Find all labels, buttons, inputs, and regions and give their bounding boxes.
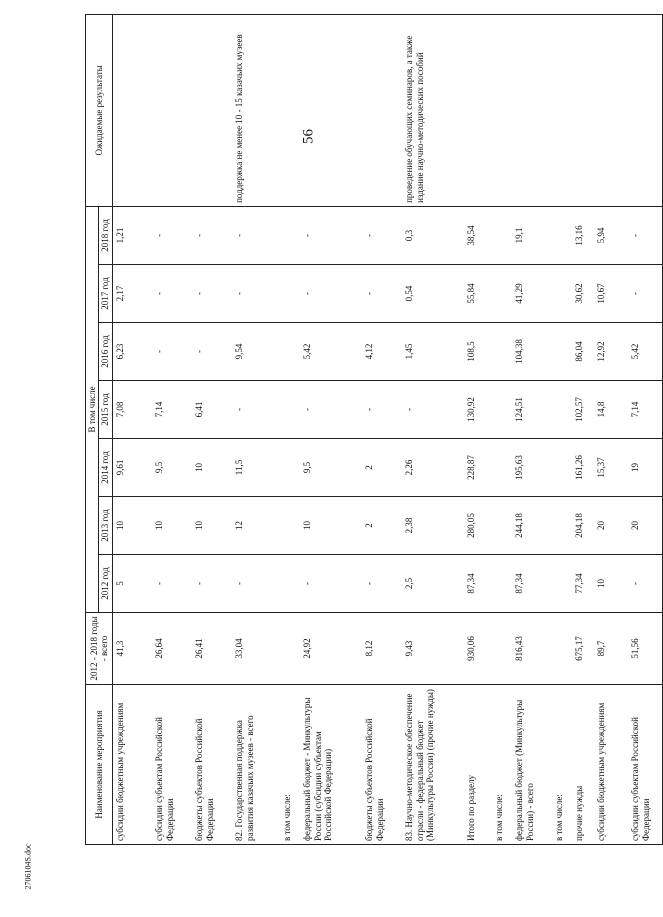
budget-table bbox=[85, 14, 663, 845]
row-year-cell: 10 bbox=[300, 497, 362, 555]
row-year-cell: 2,26 bbox=[402, 439, 464, 497]
row-year-cell: 5,42 bbox=[628, 323, 662, 381]
row-year-cell: 10 bbox=[192, 439, 232, 497]
row-year-cell: 7,08 bbox=[112, 381, 152, 439]
row-year-cell bbox=[280, 323, 300, 381]
row-year-cell: 2 bbox=[362, 497, 402, 555]
row-name-cell: в том числе: bbox=[280, 685, 300, 845]
row-year-cell: 10 bbox=[152, 497, 192, 555]
header-year: 2013 год bbox=[99, 497, 112, 555]
row-year-cell: 55,84 bbox=[464, 265, 492, 323]
row-year-cell: 14,8 bbox=[594, 381, 628, 439]
row-result-cell bbox=[300, 14, 362, 206]
row-year-cell: 20 bbox=[628, 497, 662, 555]
header-year: 2018 год bbox=[99, 206, 112, 264]
row-year-cell: 86,04 bbox=[572, 323, 594, 381]
row-year-cell: 9,5 bbox=[300, 439, 362, 497]
row-year-cell: - bbox=[192, 323, 232, 381]
row-total-cell: 930,06 bbox=[464, 613, 492, 685]
row-year-cell: 15,37 bbox=[594, 439, 628, 497]
row-result-cell bbox=[492, 14, 512, 206]
row-result-cell bbox=[112, 14, 152, 206]
row-year-cell: - bbox=[300, 265, 362, 323]
row-year-cell: - bbox=[300, 206, 362, 264]
row-year-cell: - bbox=[300, 555, 362, 613]
row-year-cell: 10 bbox=[112, 497, 152, 555]
row-year-cell: 0,54 bbox=[402, 265, 464, 323]
row-year-cell: 2,38 bbox=[402, 497, 464, 555]
row-year-cell bbox=[552, 497, 572, 555]
table-body bbox=[112, 14, 662, 844]
row-year-cell: - bbox=[232, 381, 280, 439]
row-year-cell: 87,34 bbox=[464, 555, 492, 613]
header-year: 2014 год bbox=[99, 439, 112, 497]
row-year-cell: 1,21 bbox=[112, 206, 152, 264]
row-year-cell: 2 bbox=[362, 439, 402, 497]
row-result-cell bbox=[464, 14, 492, 206]
row-total-cell: 675,17 bbox=[572, 613, 594, 685]
row-year-cell: - bbox=[628, 555, 662, 613]
header-year: 2012 год bbox=[99, 555, 112, 613]
row-name-cell: субсидии бюджетным учреждениям bbox=[112, 685, 152, 845]
row-year-cell: - bbox=[402, 381, 464, 439]
row-year-cell: 12,92 bbox=[594, 323, 628, 381]
row-year-cell: 9,61 bbox=[112, 439, 152, 497]
header-year: 2017 год bbox=[99, 265, 112, 323]
row-name-cell: субсидии субъектам Российской Федерации bbox=[152, 685, 192, 845]
table-row bbox=[628, 14, 662, 844]
row-total-cell bbox=[552, 613, 572, 685]
row-year-cell: 7,14 bbox=[628, 381, 662, 439]
row-year-cell bbox=[492, 206, 512, 264]
row-year-cell: 10 bbox=[192, 497, 232, 555]
row-year-cell: 5,94 bbox=[594, 206, 628, 264]
row-year-cell: 41,29 bbox=[512, 265, 552, 323]
row-total-cell: 89,7 bbox=[594, 613, 628, 685]
table-row bbox=[552, 14, 572, 844]
row-name-cell: бюджеты субъектов Российской Федерации bbox=[362, 685, 402, 845]
table-row bbox=[232, 14, 280, 844]
row-year-cell: - bbox=[152, 323, 192, 381]
table-row bbox=[300, 14, 362, 844]
row-year-cell: - bbox=[192, 206, 232, 264]
row-result-cell bbox=[594, 14, 628, 206]
row-year-cell: 20 bbox=[594, 497, 628, 555]
row-year-cell: - bbox=[628, 265, 662, 323]
row-name-cell: федеральный бюджет - Минкультуры России (субсидии субъектам Российской Федерации) bbox=[300, 685, 362, 845]
row-total-cell: 816,43 bbox=[512, 613, 552, 685]
row-result-cell bbox=[152, 14, 192, 206]
row-year-cell bbox=[552, 265, 572, 323]
row-result-cell: поддержка не менее 10 - 15 казачьих музеев bbox=[232, 14, 280, 206]
row-year-cell: 1,45 bbox=[402, 323, 464, 381]
row-total-cell bbox=[492, 613, 512, 685]
row-total-cell: 51,56 bbox=[628, 613, 662, 685]
row-year-cell: - bbox=[628, 206, 662, 264]
row-name-cell: бюджеты субъектов Российской Федерации bbox=[192, 685, 232, 845]
row-year-cell bbox=[552, 439, 572, 497]
row-result-cell bbox=[572, 14, 594, 206]
row-result-cell bbox=[512, 14, 552, 206]
row-year-cell bbox=[280, 381, 300, 439]
row-year-cell: 10,67 bbox=[594, 265, 628, 323]
row-year-cell: 9,54 bbox=[232, 323, 280, 381]
row-total-cell: 33,04 bbox=[232, 613, 280, 685]
row-result-cell: проведение обучающих семинаров, а также издание научно-методических пособий bbox=[402, 14, 464, 206]
row-total-cell: 41,3 bbox=[112, 613, 152, 685]
row-year-cell: 9,5 bbox=[152, 439, 192, 497]
row-year-cell: 280,05 bbox=[464, 497, 492, 555]
row-year-cell: 7,14 bbox=[152, 381, 192, 439]
header-year: 2016 год bbox=[99, 323, 112, 381]
row-year-cell: 2,5 bbox=[402, 555, 464, 613]
row-result-cell bbox=[552, 14, 572, 206]
row-year-cell: 195,63 bbox=[512, 439, 552, 497]
row-year-cell: 13,16 bbox=[572, 206, 594, 264]
row-year-cell bbox=[492, 555, 512, 613]
row-year-cell: 108,5 bbox=[464, 323, 492, 381]
table-row bbox=[512, 14, 552, 844]
row-result-cell bbox=[362, 14, 402, 206]
row-year-cell: 161,26 bbox=[572, 439, 594, 497]
row-year-cell bbox=[492, 439, 512, 497]
table-row bbox=[492, 14, 512, 844]
row-year-cell: 11,5 bbox=[232, 439, 280, 497]
row-year-cell: - bbox=[232, 555, 280, 613]
row-year-cell: - bbox=[152, 265, 192, 323]
row-year-cell: 130,92 bbox=[464, 381, 492, 439]
row-year-cell: - bbox=[152, 206, 192, 264]
row-year-cell: 87,34 bbox=[512, 555, 552, 613]
table-row bbox=[192, 14, 232, 844]
row-year-cell: - bbox=[152, 555, 192, 613]
row-year-cell bbox=[280, 497, 300, 555]
row-total-cell: 9,43 bbox=[402, 613, 464, 685]
rotated-table-container bbox=[85, 15, 651, 845]
row-total-cell: 8,12 bbox=[362, 613, 402, 685]
row-year-cell: - bbox=[232, 265, 280, 323]
row-year-cell bbox=[280, 206, 300, 264]
header-results: Ожидаемые результаты bbox=[86, 14, 113, 206]
row-year-cell: 10 bbox=[594, 555, 628, 613]
row-year-cell: 19,1 bbox=[512, 206, 552, 264]
row-result-cell bbox=[628, 14, 662, 206]
row-year-cell: - bbox=[232, 206, 280, 264]
row-year-cell: - bbox=[362, 381, 402, 439]
row-year-cell: 19 bbox=[628, 439, 662, 497]
row-year-cell bbox=[552, 323, 572, 381]
table-row bbox=[112, 14, 152, 844]
row-name-cell: 82. Государственная поддержка развития казачьих музеев - всего bbox=[232, 685, 280, 845]
row-year-cell: 2,17 bbox=[112, 265, 152, 323]
row-year-cell: 102,57 bbox=[572, 381, 594, 439]
header-year: 2015 год bbox=[99, 381, 112, 439]
table-row bbox=[594, 14, 628, 844]
row-year-cell bbox=[552, 555, 572, 613]
table-row bbox=[464, 14, 492, 844]
row-year-cell: 5,42 bbox=[300, 323, 362, 381]
header-total: 2012 - 2018 годы - всего bbox=[86, 613, 113, 685]
row-name-cell: прочие нужды bbox=[572, 685, 594, 845]
row-year-cell: - bbox=[192, 265, 232, 323]
header-including: В том числе bbox=[86, 206, 99, 612]
row-year-cell: - bbox=[362, 555, 402, 613]
row-name-cell: субсидии бюджетным учреждениям bbox=[594, 685, 628, 845]
row-name-cell: Итого по разделу bbox=[464, 685, 492, 845]
row-total-cell: 24,92 bbox=[300, 613, 362, 685]
row-name-cell: в том числе: bbox=[552, 685, 572, 845]
row-year-cell: - bbox=[362, 206, 402, 264]
row-result-cell bbox=[280, 14, 300, 206]
row-year-cell: 6,23 bbox=[112, 323, 152, 381]
row-year-cell bbox=[552, 381, 572, 439]
table-row bbox=[280, 14, 300, 844]
row-year-cell: 204,18 bbox=[572, 497, 594, 555]
row-year-cell: 0,3 bbox=[402, 206, 464, 264]
row-total-cell: 26,41 bbox=[192, 613, 232, 685]
row-year-cell bbox=[492, 381, 512, 439]
row-year-cell: 6,41 bbox=[192, 381, 232, 439]
row-year-cell: 12 bbox=[232, 497, 280, 555]
row-year-cell bbox=[492, 497, 512, 555]
header-name: Наименование мероприятия bbox=[86, 685, 113, 845]
row-year-cell: 228,87 bbox=[464, 439, 492, 497]
row-year-cell bbox=[492, 323, 512, 381]
row-total-cell: 26,64 bbox=[152, 613, 192, 685]
row-year-cell bbox=[280, 555, 300, 613]
row-year-cell: 4,12 bbox=[362, 323, 402, 381]
row-year-cell bbox=[280, 265, 300, 323]
row-year-cell: 124,51 bbox=[512, 381, 552, 439]
document-id: 2706104S.doc bbox=[23, 843, 33, 890]
row-year-cell: - bbox=[300, 381, 362, 439]
row-year-cell: 30,62 bbox=[572, 265, 594, 323]
table-row bbox=[362, 14, 402, 844]
row-name-cell: федеральный бюджет (Минкультуры России) - всего bbox=[512, 685, 552, 845]
row-year-cell: 77,34 bbox=[572, 555, 594, 613]
table-row bbox=[152, 14, 192, 844]
table-row bbox=[402, 14, 464, 844]
row-year-cell: 104,38 bbox=[512, 323, 552, 381]
row-year-cell bbox=[552, 206, 572, 264]
row-result-cell bbox=[192, 14, 232, 206]
row-total-cell bbox=[280, 613, 300, 685]
row-year-cell bbox=[492, 265, 512, 323]
row-year-cell: - bbox=[192, 555, 232, 613]
table-row bbox=[572, 14, 594, 844]
page-number: 56 bbox=[300, 129, 317, 144]
row-year-cell: 5 bbox=[112, 555, 152, 613]
row-year-cell bbox=[280, 439, 300, 497]
row-name-cell: 83. Научно-методическое обеспечение отрасли - федеральный бюджет (Минкультуры России) (прочие нужды) bbox=[402, 685, 464, 845]
row-name-cell: субсидии субъектам Российской Федерации bbox=[628, 685, 662, 845]
row-year-cell: 38,54 bbox=[464, 206, 492, 264]
row-year-cell: 244,18 bbox=[512, 497, 552, 555]
row-year-cell: - bbox=[362, 265, 402, 323]
row-name-cell: в том числе: bbox=[492, 685, 512, 845]
